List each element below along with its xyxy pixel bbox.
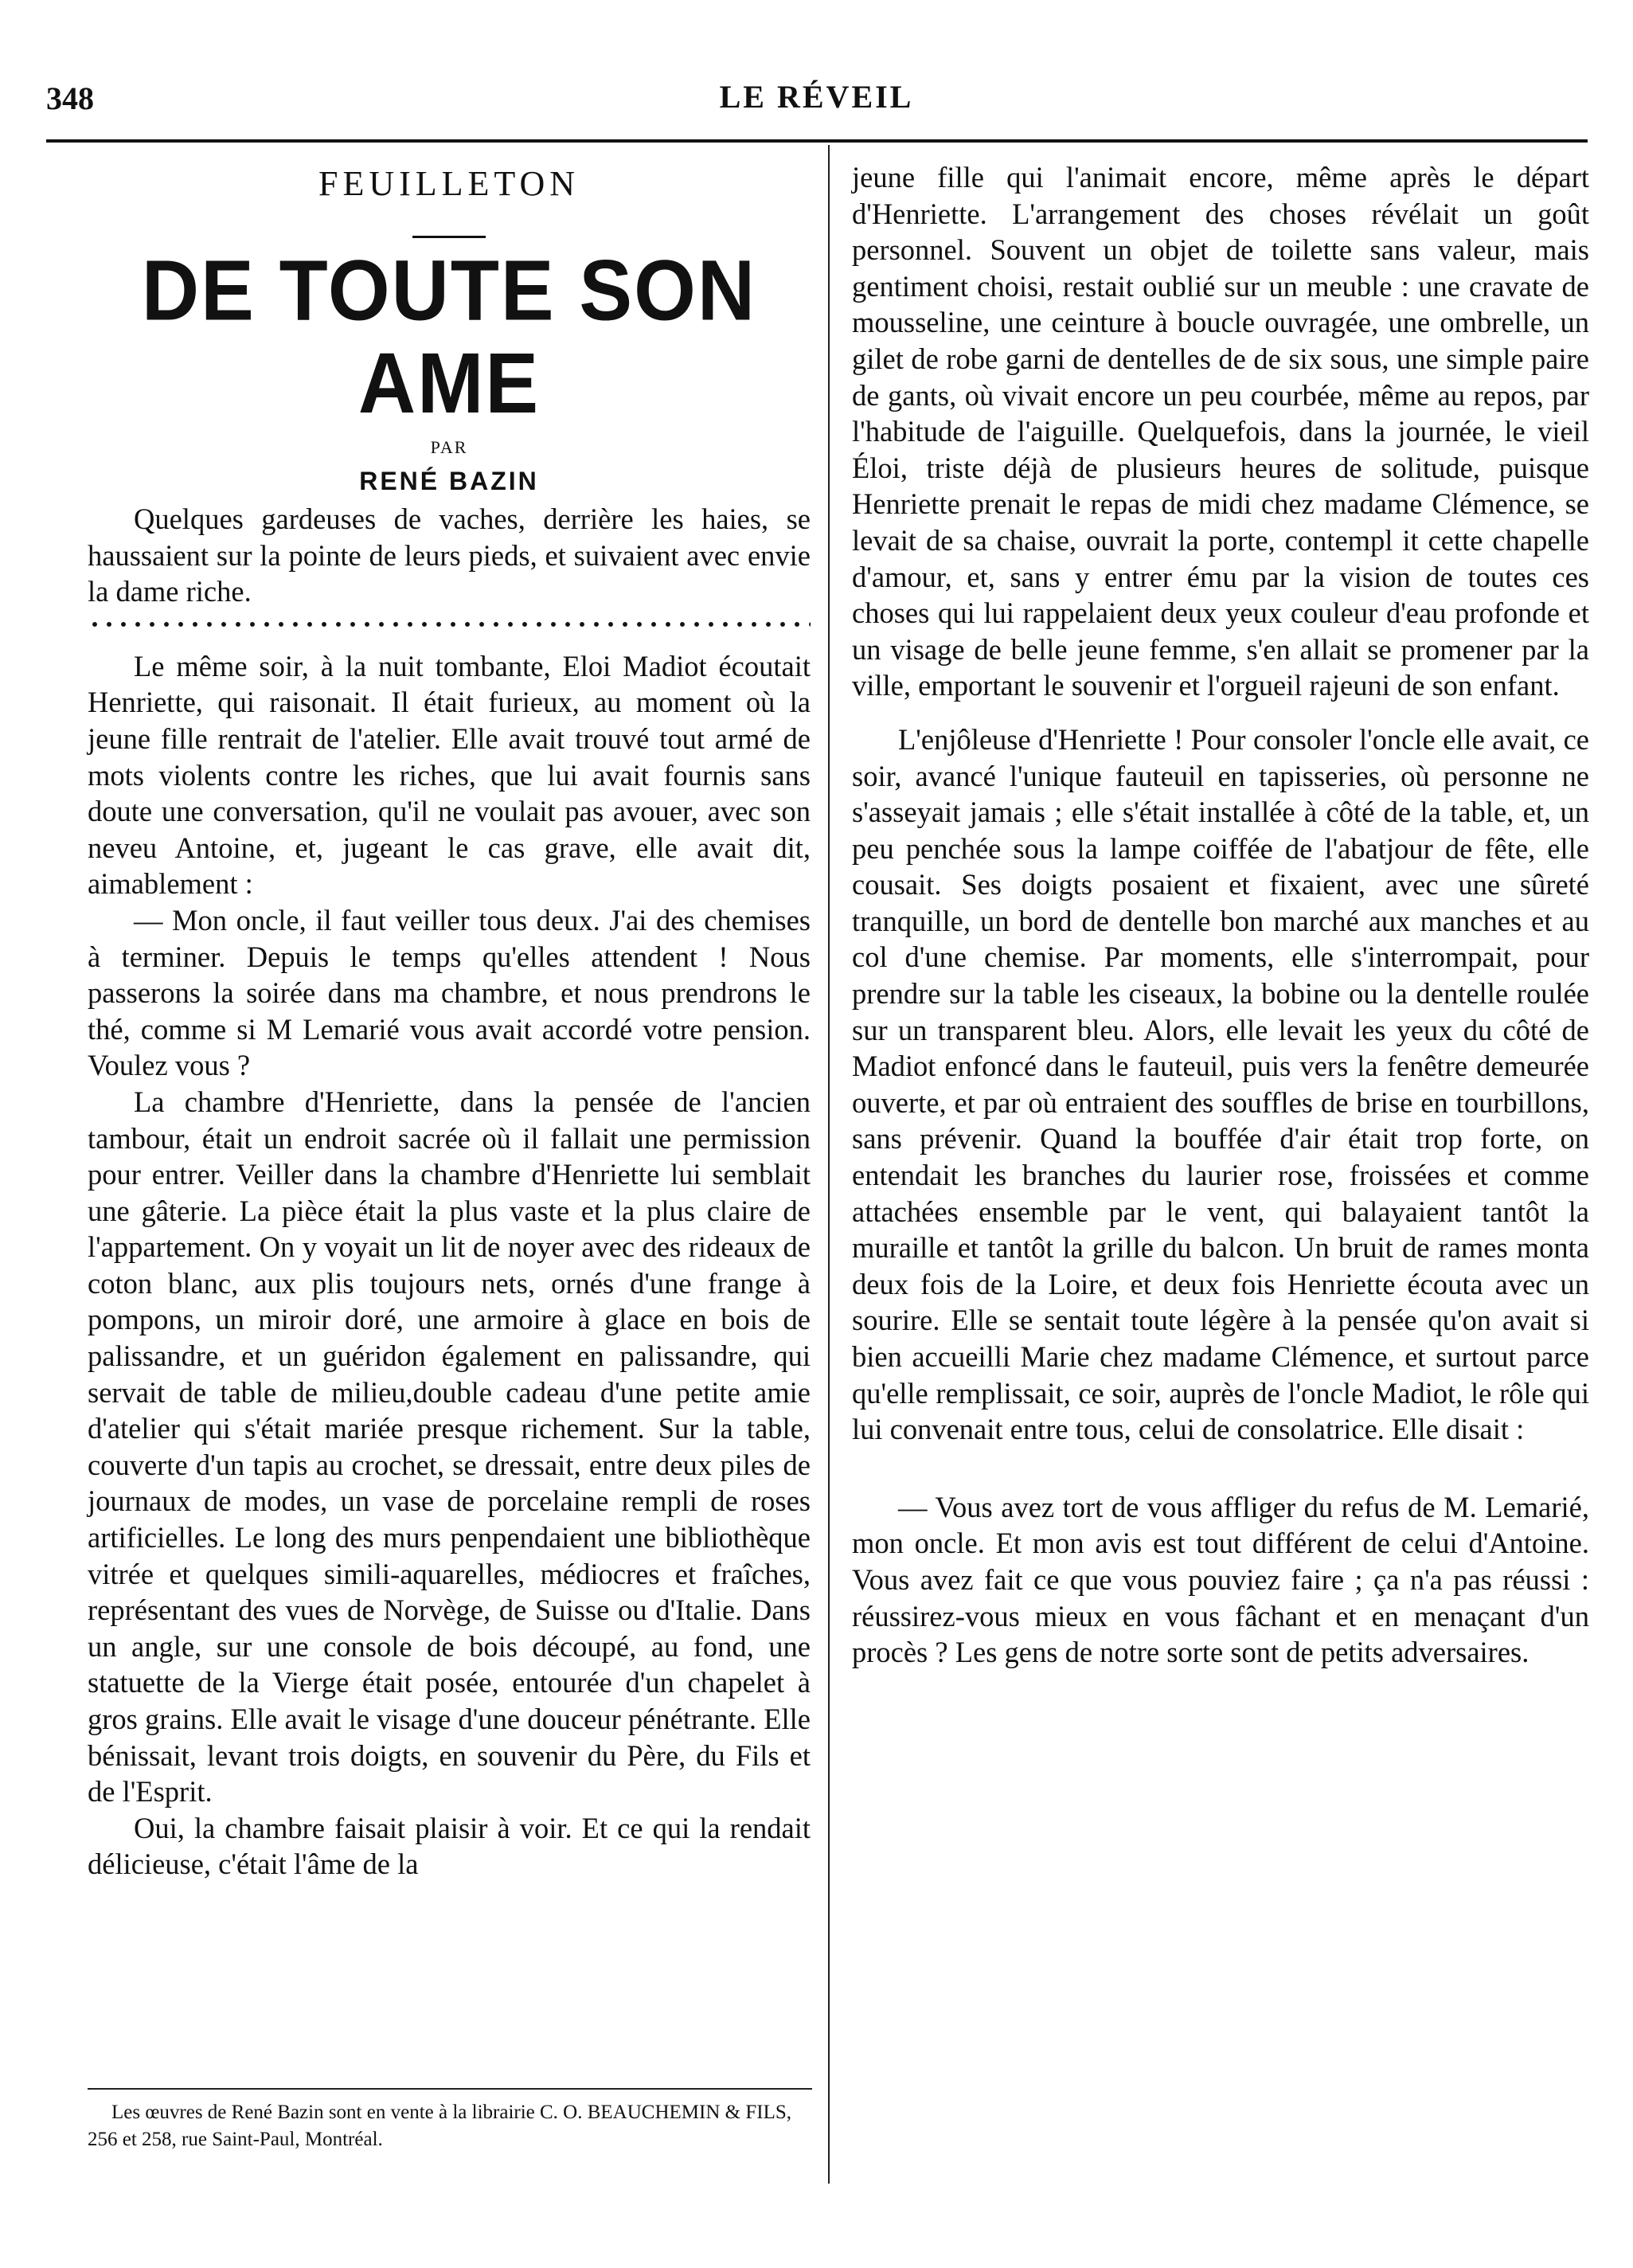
page-number: 348 [46, 80, 94, 116]
body-paragraph: Le même soir, à la nuit tombante, Eloi Madiot écoutait Henriette, qui raisonait. Il était furieux, au moment où la jeune fille rentrait de l'atelier. Elle avait trouvé tout armé de mots violents contre les riches, que lui avait fournis sans doute une conversation, qu'il ne voulait pas avouer, avec son neveu Antoine, et, jugeant le cas grave, elle avait dit, aimablement : [88, 649, 811, 901]
section-label: FEUILLETON [318, 164, 580, 203]
body-paragraph: — Mon oncle, il faut veiller tous deux. J'ai des chemises à terminer. Depuis le temps qu'elles attendent ! Nous passerons la soirée dans ma chambre, et nous prendrons le thé, comme si M Lemarié vous avait accordé votre pension. Voulez vous ? [88, 903, 811, 1082]
body-paragraph: L'enjôleuse d'Henriette ! Pour consoler l'oncle elle avait, ce soir, avancé l'unique fauteuil en tapisseries, où personne ne s'asseyait jamais ; elle s'était installée à côté de la table, et, un peu penchée sous la lampe coiffée de l'abatjour de fête, elle cousait. Ses doigts posaient et fixaient, avec une sûreté tranquille, un bord de dentelle bon marché aux manches et au col d'une chemise. Par moments, elle s'interrompait, pour prendre sur la table les ciseaux, la bobine ou la dentelle roulée sur un transparent bleu. Alors, elle levait les yeux du côté de Madiot enfoncé dans le fauteuil, puis vers la fenêtre demeurée ouverte, et par où entraient des souffles de brise en tourbillons, sans prévenir. Quand la bouffée d'air était trop forte, on entendait les branches du laurier rose, froissées et comme attachées ensemble par le vent, qui balayaient tantôt la muraille et tantôt la grille du balcon. Un bruit de rames monta deux fois de la Loire, et deux fois Henriette écouta avec un sourire. Elle se sentait toute légère à la pensée qu'on avait si bien accueilli Marie chez madame Clémence, et surtout parce qu'elle remplissait, ce soir, auprès de l'oncle Madiot, le rôle qui lui convenait entre tous, celui de consolatrice. Elle disait : [852, 722, 1589, 1446]
left-column [88, 159, 811, 1883]
byline-author: RENÉ BAZIN [359, 467, 539, 495]
body-paragraph: La chambre d'Henriette, dans la pensée de l'ancien tambour, était un endroit sacrée où il fallait une permission pour entrer. Veiller dans la chambre d'Henriette lui semblait une gâterie. La pièce était la plus vaste et la plus claire de l'appartement. On y voyait un lit de noyer avec des rideaux de coton blanc, aux plis toujours nets, ornés d'une frange à pompons, un miroir doré, une armoire à glace en bois de palissandre, et un guéridon également en palissandre, qui servait de table de milieu,double cadeau d'une petite amie d'atelier qui s'était mariée presque richement. Sur la table, couverte d'un tapis au crochet, se dressait, entre deux piles de journaux de modes, un vase de porcelaine rempli de roses artificielles. Le long des murs penpendaient une bibliothèque vitrée et quelques simili-aquarelles, médiocres et fraîches, représentant des vues de Norvège, de Suisse ou d'Italie. Dans un angle, sur une console de bois découpé, au fond, une statuette de la Vierge était posée, entourée d'un chapelet à gros grains. Elle avait le visage d'une douceur pénétrante. Elle bénissait, levant trois doigts, en souvenir du Père, du Fils et de l'Esprit. [88, 1085, 811, 1809]
right-column [852, 159, 1589, 1671]
story-title: DE TOUTE SON AME [141, 242, 757, 432]
header-rule [46, 139, 1588, 143]
byline-par: PAR [430, 437, 468, 457]
body-paragraph: — Vous avez tort de vous affliger du refus de M. Lemarié, mon oncle. Et mon avis est tout différent de celui d'Antoine. Vous avez fait ce que vous pouviez faire ; ça n'a pas réussi : réussirez-vous mieux en vous fâchant et en menaçant d'un procès ? Les gens de notre sorte sont de petits adversaires. [852, 1490, 1589, 1669]
body-paragraph: jeune fille qui l'animait encore, même après le départ d'Henriette. L'arrangement des choses révélait un goût personnel. Souvent un objet de toilette sans valeur, mais gentiment choisi, restait oublié sur un meuble : une cravate de mousseline, une ceinture à boucle ouvragée, une ombrelle, un gilet de robe garni de dentelles de de six sous, une simple paire de gants, où vivait encore un peu courbée, même au repos, par l'habitude de l'aiguille. Quelquefois, dans la journée, le vieil Éloi, triste déjà de plusieurs heures de solitude, puisque Henriette prenait le repas de midi chez madame Clémence, se levait de sa chaise, ouvrait la porte, contempl it cette chapelle d'amour, et, sans y entrer ému par la vision de toutes ces choses qui lui rappelaient deux yeux couleur d'eau profonde et un visage de belle jeune femme, s'en allait se promener par la ville, emportant le souvenir et l'orgueil rajeuni de son enfant. [852, 161, 1589, 702]
footnote-rule [88, 2088, 812, 2090]
running-title: LE RÉVEIL [719, 79, 914, 115]
body-paragraph: Oui, la chambre faisait plaisir à voir. Et ce qui la rendait délicieuse, c'était l'âme de la [88, 1811, 811, 1881]
intro-paragraph: Quelques gardeuses de vaches, derrière les haies, se haussaient sur la pointe de leurs pieds, et suivaient avec envie la dame riche. [88, 502, 811, 608]
dotted-separator [88, 621, 811, 628]
column-divider [828, 145, 830, 2184]
footnote: Les œuvres de René Bazin sont en vente à la librairie C. O. BEAUCHEMIN & FILS, 256 et 258, rue Saint-Paul, Montréal. [88, 2102, 791, 2150]
section-rule [412, 236, 486, 238]
